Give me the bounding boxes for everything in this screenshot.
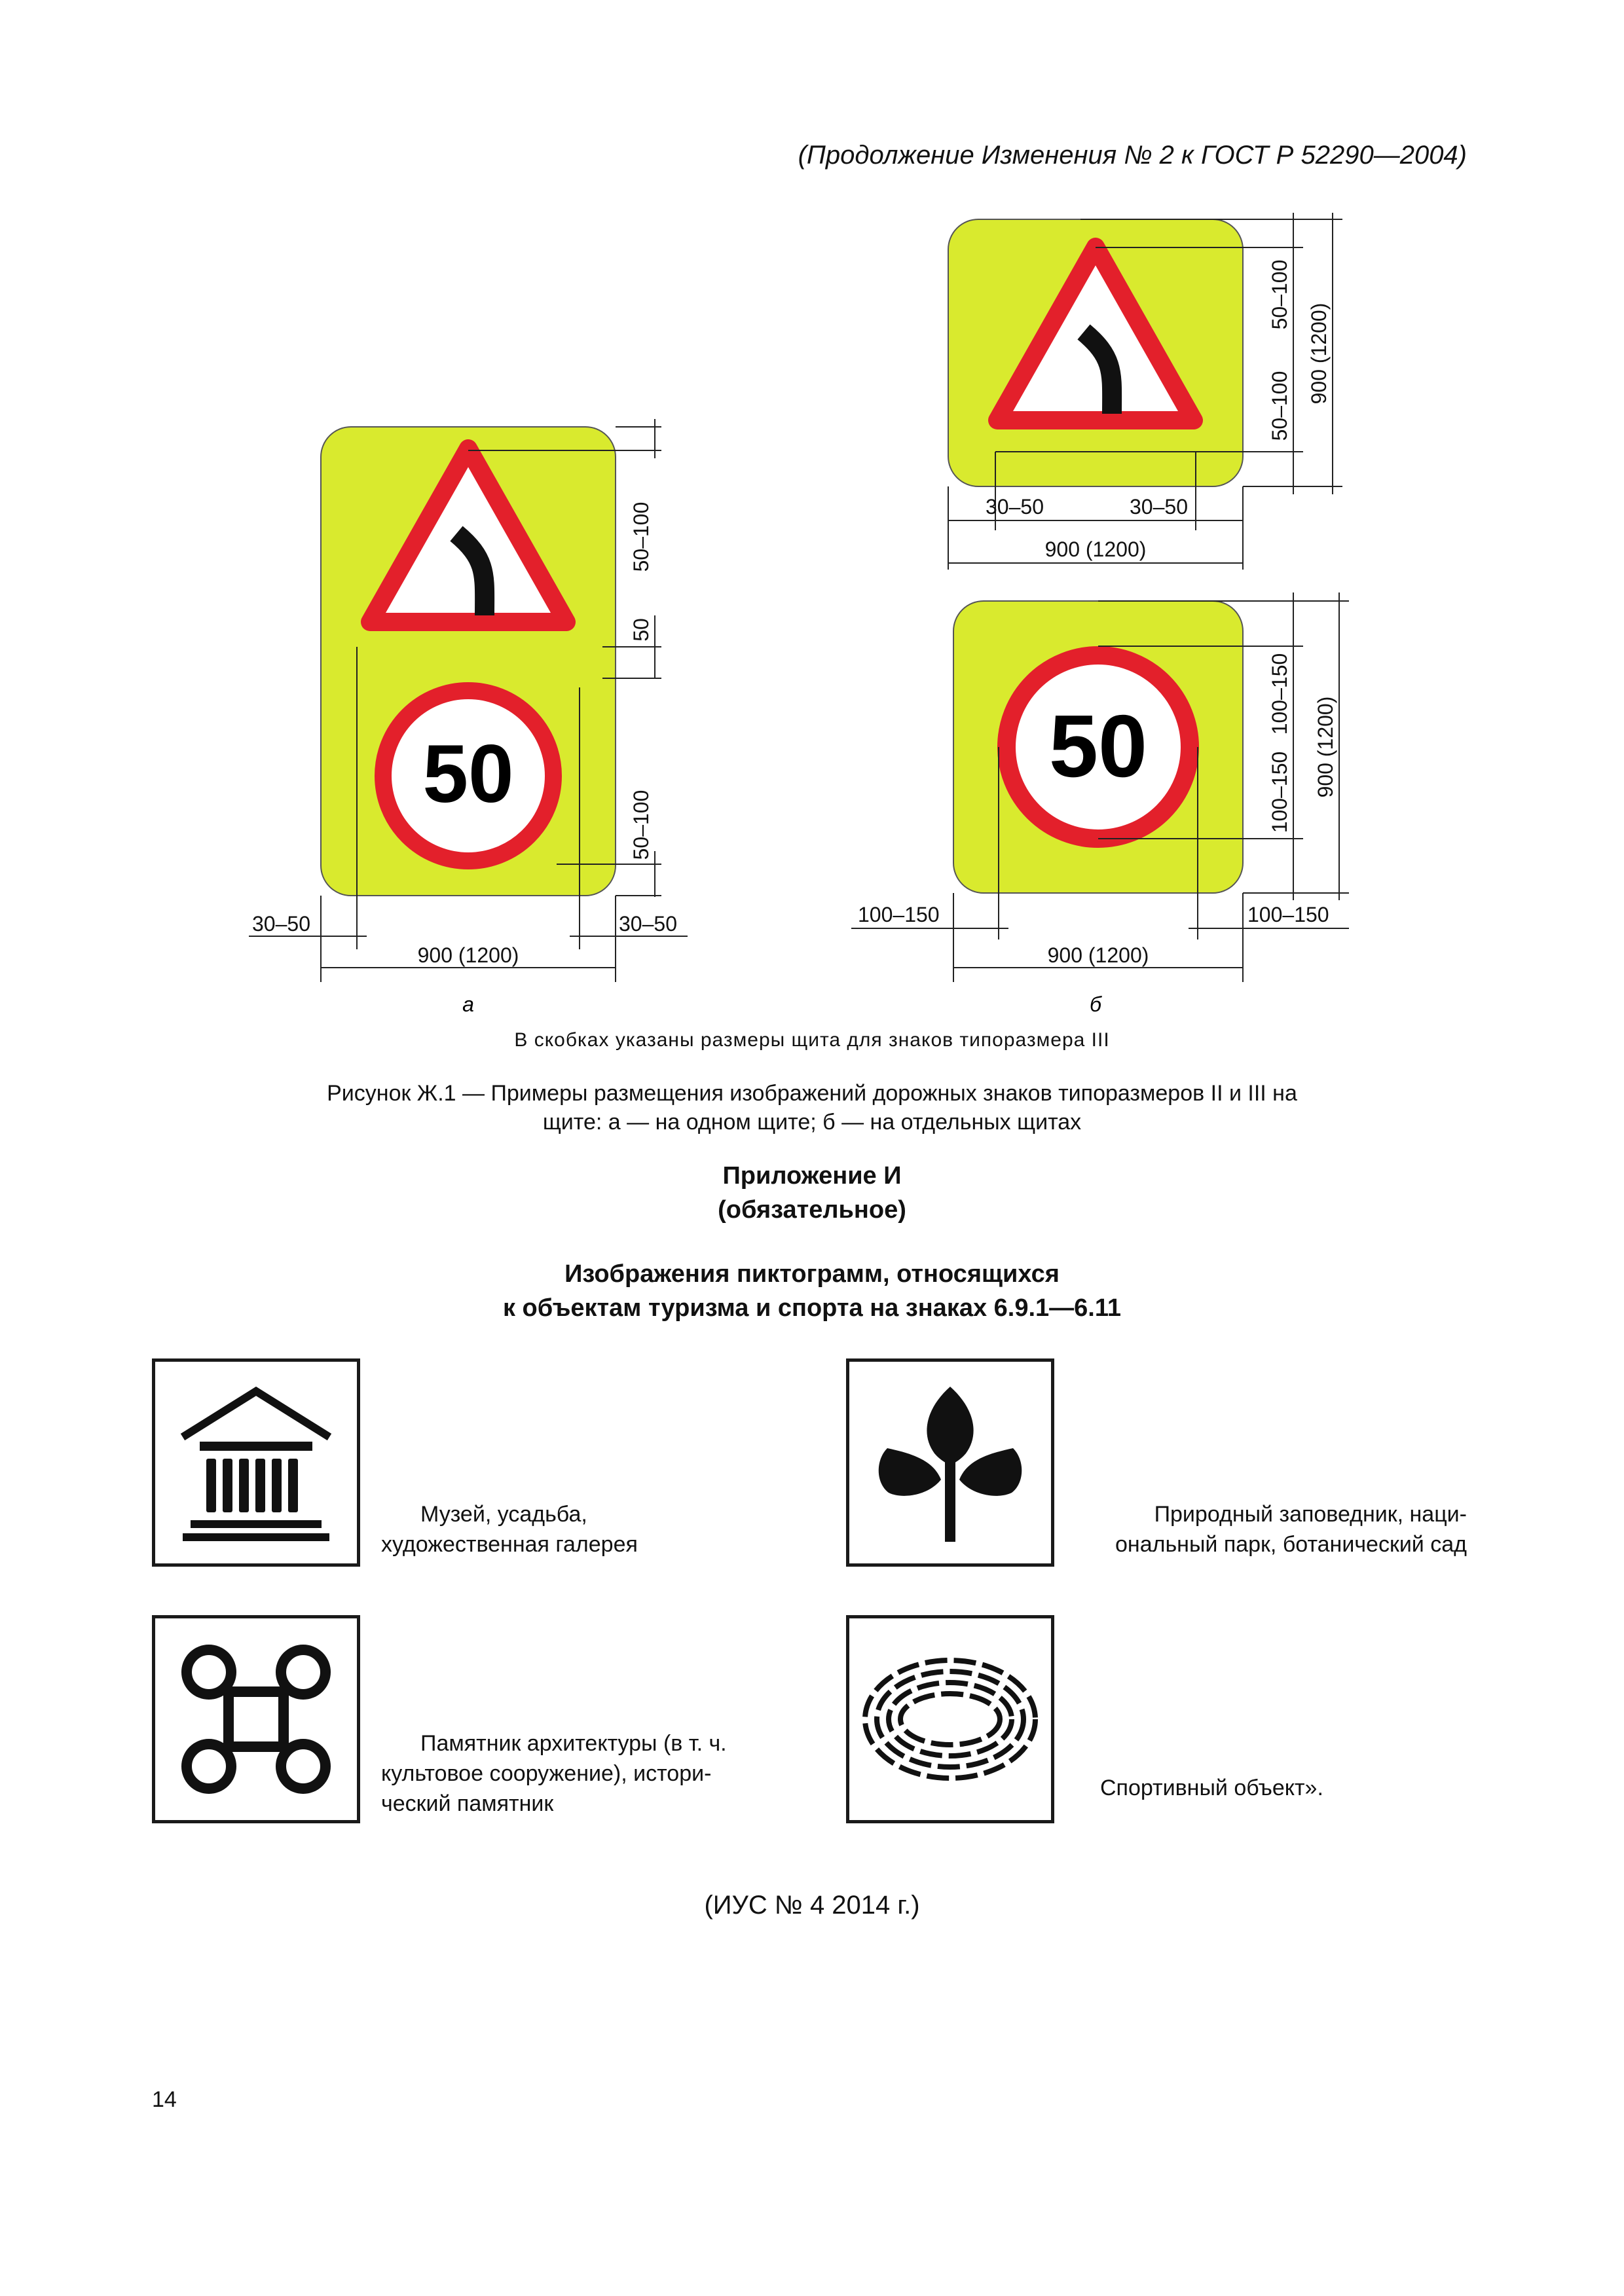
- dim-b-width-2: 900 (1200): [1047, 943, 1149, 967]
- sign-b-lower: [953, 601, 1243, 893]
- dim-a-top: 50–100: [629, 501, 653, 572]
- page-number: 14: [152, 2087, 177, 2112]
- dim-a-bottom: 50–100: [629, 790, 653, 860]
- appendix-heading-1: Изображения пиктограмм, относящихся: [564, 1260, 1060, 1288]
- appendix-heading-2: к объектам туризма и спорта на знаках 6.9.1—6.11: [502, 1294, 1122, 1322]
- label-b: б: [1090, 993, 1101, 1016]
- architecture-monument-pictogram: [152, 1615, 360, 1823]
- dim-b-bottom-wide: 100–150: [1268, 751, 1291, 833]
- appendix-title: Приложение И: [722, 1162, 902, 1190]
- dim-b-top-wide: 100–150: [1268, 653, 1291, 735]
- speed-limit-value-b: 50: [1048, 697, 1148, 795]
- dim-a-left: 30–50: [252, 912, 310, 936]
- dim-b-right-wide: 100–150: [1247, 903, 1329, 926]
- dim-b-height: 900 (1200): [1307, 302, 1331, 405]
- label-a: а: [462, 993, 474, 1016]
- sports-facility-icon: [849, 1618, 1051, 1820]
- nature-reserve-icon: [849, 1362, 1051, 1563]
- dim-a-gap: 50: [629, 618, 653, 642]
- dim-a-right: 30–50: [619, 912, 677, 936]
- figure-note: В скобках указаны размеры щита для знаков типоразмера III: [514, 1029, 1110, 1051]
- ius-reference: (ИУС № 4 2014 г.): [704, 1891, 920, 1920]
- caption-line-1: Рисунок Ж.1 — Примеры размещения изображений дорожных знаков типоразмеров II и III на: [327, 1081, 1297, 1106]
- dim-b-left: 30–50: [986, 495, 1044, 519]
- dim-b-left-wide: 100–150: [858, 903, 940, 926]
- page-header: (Продолжение Изменения № 2 к ГОСТ Р 52290—2004): [798, 141, 1467, 170]
- architecture-monument-icon: [155, 1618, 357, 1820]
- dim-b-width: 900 (1200): [1044, 538, 1147, 561]
- museum-pictogram: [152, 1358, 360, 1567]
- caption-line-2: щите: а — на одном щите; б — на отдельных щитах: [542, 1110, 1082, 1135]
- appendix-subtitle: (обязательное): [718, 1196, 906, 1224]
- sports-facility-label: Спортивный объект».: [1100, 1776, 1323, 1800]
- figure-zh1: [0, 0, 1624, 1021]
- speed-limit-value-a: 50: [422, 729, 514, 820]
- museum-icon: [155, 1362, 357, 1563]
- dim-a-width: 900 (1200): [417, 943, 519, 967]
- sports-facility-pictogram: [846, 1615, 1054, 1823]
- architecture-monument-label: Памятник архитектуры (в т. ч. культовое сооружение), истори- ческий памятник: [381, 1731, 727, 1816]
- nature-reserve-label: Природный заповедник, наци- ональный парк, ботанический сад: [1115, 1502, 1467, 1557]
- nature-reserve-pictogram: [846, 1358, 1054, 1567]
- dim-b-height-2: 900 (1200): [1314, 696, 1337, 798]
- dim-b-bottom: 50–100: [1268, 371, 1291, 441]
- sign-a: [321, 427, 616, 896]
- sign-b-upper: [948, 219, 1243, 486]
- figure-caption: [249, 1079, 1375, 1137]
- museum-label: Музей, усадьба, художественная галерея: [381, 1502, 638, 1557]
- dim-b-top: 50–100: [1268, 259, 1291, 330]
- dim-b-right: 30–50: [1130, 495, 1188, 519]
